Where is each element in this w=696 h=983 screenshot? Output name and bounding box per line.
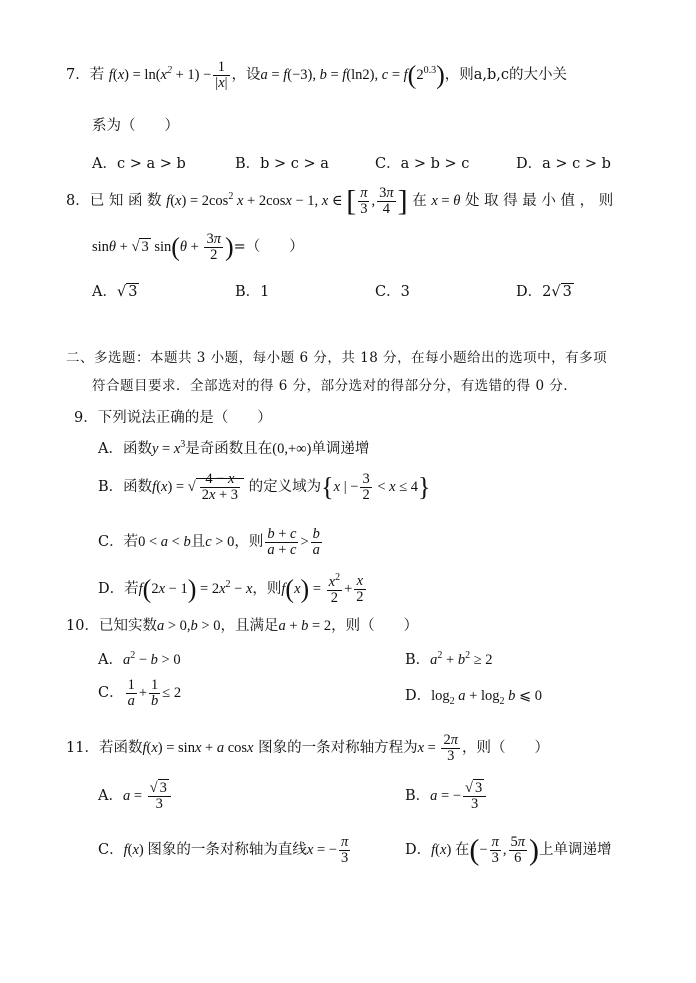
q10-stem-text3: ，则（ ） xyxy=(331,618,419,634)
q11-stem-text3: ，则（ ） xyxy=(461,740,549,757)
q11-b-label: B． xyxy=(405,788,431,805)
q11-option-b: B．a = − $\frac{√ 3}{3}$ xyxy=(405,781,488,812)
q9-d-text2: ，则 xyxy=(252,580,282,597)
q9-option-a xyxy=(98,437,369,458)
q11-c-label: C． xyxy=(98,842,124,859)
q7-function-definition: $f(x) = \ln(x^2 + 1)$ − $\frac{1}{|x|}$ xyxy=(108,59,228,92)
q8-post2: 处 取 得 最 小 值 ， 则 xyxy=(464,193,614,210)
q8-function: $f(x) = 2\cos^2$ x + 2cosx − 1, x ∈ [ $\frac{\pi}{3}$ , $\frac{3\pi}{4}$ ] xyxy=(166,184,408,218)
q7-end: ，则a,b,c的大小关 xyxy=(444,67,568,84)
q10-b-label: B． xyxy=(405,652,431,668)
section-2-heading: 二、多选题：本题共 3 小题，每小题 6 分，共 18 分，在每小题给出的选项中，有多项 xyxy=(66,350,608,366)
q8-expression: sinθ + √ 3 sin(θ + $\frac{3\pi}{2}$ ) xyxy=(92,231,234,264)
q9-a-text3: 单调递增 xyxy=(311,441,370,457)
q8-option-d: D．2√ 3 xyxy=(516,284,572,300)
q9-c-text2: 且 xyxy=(190,534,206,551)
q9-c-inequality: $\frac{b + c}{a + c}$ > $\frac{b}{a}$ xyxy=(267,526,320,559)
q10-option-c: C． $\frac{1}{a}$ + $\frac{1}{b}$ ≤ 2 xyxy=(98,677,182,710)
q11-option-a: A．a = $\frac{√ 3}{3}$ xyxy=(98,781,173,812)
q9-b-text1: B．函数 xyxy=(98,479,153,496)
q10-d-label: D． xyxy=(405,688,432,704)
q11-d-text2: 上单调递增 xyxy=(539,842,612,859)
q8-theta: x = θ xyxy=(431,193,461,210)
q7-number: 7．若 xyxy=(66,67,105,84)
q9-c-text3: ，则 xyxy=(234,534,264,551)
q9-a-math1: $y = x^3$ xyxy=(151,439,186,457)
q8-option-d-label: D． xyxy=(516,284,543,300)
q7-option-d: D．a > c > b xyxy=(516,156,611,172)
q10-stem-math2: a + b = 2 xyxy=(278,618,332,634)
q11-stem-text1: 11．若函数 xyxy=(66,740,143,757)
q8-prefix: 8．已 知 函 数 xyxy=(66,193,162,210)
q8-option-c: C．3 xyxy=(375,284,410,300)
q11-stem-text2: 图象的一条对称轴方程为 xyxy=(258,740,418,757)
q7-option-a: A．c > a > b xyxy=(92,156,186,172)
q11-a-label: A． xyxy=(98,788,123,805)
q10-option-b: B．$a^2 + b^2 \ge 2$ xyxy=(405,650,493,668)
q8-option-b: B．1 xyxy=(235,284,270,300)
question-8-line-1 xyxy=(66,186,613,217)
q9-d-text1: D．若 xyxy=(98,580,139,597)
q9-b-domain: {x | − $\frac{3}{2}$ < x ≤ 4} xyxy=(321,471,431,504)
q9-b-function: f(x) = √ $\frac{4 - x}{2x + 3}$ xyxy=(152,478,244,495)
q10-stem-text2: ，且满足 xyxy=(220,618,279,634)
q9-c-text1: C．若 xyxy=(98,534,139,551)
q11-d-label: D． xyxy=(405,842,432,859)
q10-c-label: C． xyxy=(98,685,124,702)
q7-option-c: C．a > b > c xyxy=(375,156,470,172)
q9-b-text2: 的定义域为 xyxy=(248,479,322,496)
q10-stem-math1: a > 0,b > 0 xyxy=(156,618,221,634)
q11-function: f(x) = sinx + a cosx xyxy=(142,740,254,757)
q11-option-c: C．f(x) 图象的一条对称轴为直线x = − $\frac{\pi}{3}$ xyxy=(98,834,349,867)
q8-option-a-label: A． xyxy=(92,284,117,300)
q10-option-a: A．$a^2 - b > 0$ xyxy=(98,650,181,668)
q11-c-text: 图象的一条对称轴为直线 xyxy=(147,842,307,859)
q7-values: a = f(−3), b = f(ln2), $c = f(2^{0.3})$ xyxy=(260,60,445,90)
question-7-line-2: 系为（ ） xyxy=(92,118,179,134)
q9-a-math2: (0,+∞) xyxy=(272,441,312,457)
q9-option-c xyxy=(98,527,324,558)
q11-option-d: D．f(x) 在(− $\frac{\pi}{3}$ , $\frac{5\pi}{6}$ )上单调递增 xyxy=(405,833,612,867)
question-9-stem: 9．下列说法正确的是（ ） xyxy=(74,410,272,426)
q9-c-math2: c > 0 xyxy=(205,534,235,551)
q9-d-math1: $f(2x - 1) = 2x^2 - x$ xyxy=(138,574,253,604)
q11-d-text1: 在 xyxy=(454,842,470,859)
q9-a-text2: 是奇函数且在 xyxy=(185,441,273,457)
q9-c-math1: 0 < a < b xyxy=(138,534,191,551)
q9-a-text1: A．函数 xyxy=(98,441,152,457)
q9-d-math2: f(x) = $\frac{x^2}{2}$ + $\frac{x}{2}$ xyxy=(281,572,364,607)
section-2-instructions: 符合题目要求．全部选对的得 6 分，部分选对的得部分分，有选错的得 0 分． xyxy=(92,378,578,394)
q10-option-d: D．$\log_2 a + \log_2 b$ ⩽ 0 xyxy=(405,688,543,707)
q8-post: 在 xyxy=(412,193,427,210)
q8-option-a: A．√ 3 xyxy=(92,284,138,300)
question-7-line-1 xyxy=(66,60,567,91)
q10-stem-text1: 10．已知实数 xyxy=(66,618,157,634)
q9-option-b xyxy=(98,472,431,503)
q7-mid: ，设 xyxy=(231,67,261,84)
q10-a-label: A． xyxy=(98,652,123,668)
q11-axis: x = $\frac{2\pi}{3}$ xyxy=(417,732,458,765)
question-11-stem xyxy=(66,733,549,764)
q8-tail: =（ ） xyxy=(233,239,304,256)
q9-option-d xyxy=(98,573,368,606)
question-8-line-2 xyxy=(92,232,304,263)
question-10-stem xyxy=(66,614,418,635)
q7-option-b: B．b > c > a xyxy=(235,156,329,172)
